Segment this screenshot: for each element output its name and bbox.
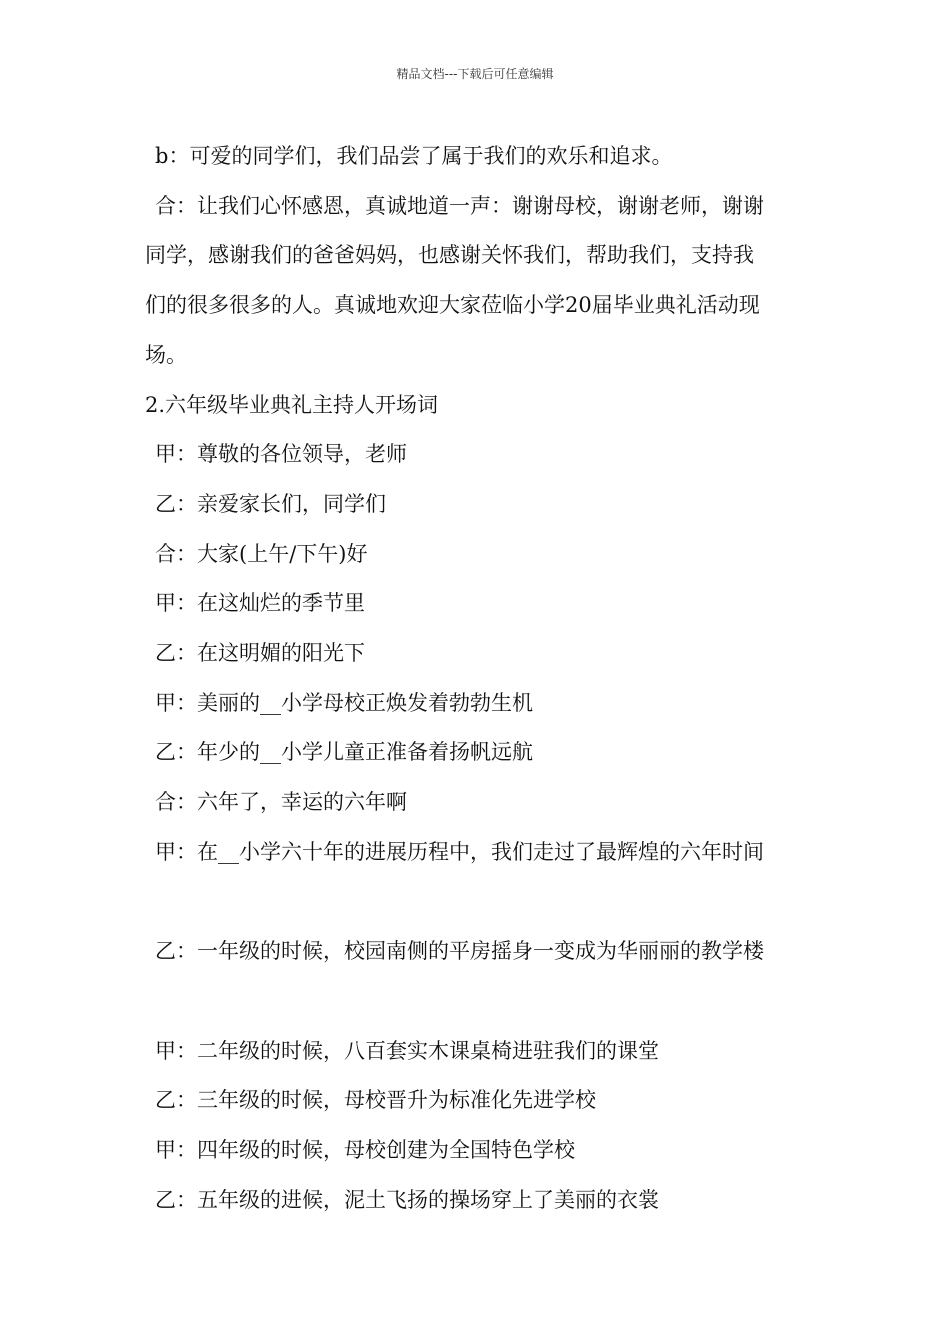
paragraph-line: 同学，感谢我们的爸爸妈妈，也感谢关怀我们，帮助我们，支持我 <box>145 243 754 268</box>
blank-line <box>145 977 810 1027</box>
dialogue-line: 合：六年了，幸运的六年啊 <box>155 790 407 815</box>
dialogue-line: 甲：尊敬的各位领导，老师 <box>155 442 407 467</box>
blank-line <box>145 878 810 928</box>
paragraph-line: 场。 <box>145 342 187 367</box>
paragraph-b: b：可爱的同学们，我们品尝了属于我们的欢乐和追求。 <box>155 144 673 168</box>
dialogue-line: 乙：亲爱家长们，同学们 <box>155 491 386 516</box>
dialogue-line: 合：大家(上午/下午)好 <box>155 541 368 566</box>
paragraph-together <box>145 182 810 381</box>
dialogue-line: 甲：美丽的__小学母校正焕发着勃勃生机 <box>155 690 533 715</box>
paragraph-line: 们的很多很多的人。真诚地欢迎大家莅临小学20届毕业典礼活动现 <box>145 293 760 318</box>
dialogue-line: 乙：三年级的时候，母校晋升为标准化先进学校 <box>155 1088 596 1113</box>
dialogue-line: 乙：在这明媚的阳光下 <box>155 641 365 666</box>
dialogue-line: 乙：一年级的时候，校园南侧的平房摇身一变成为华丽丽的教学楼 <box>155 939 764 964</box>
dialogue-line: 甲：二年级的时候，八百套实木课桌椅进驻我们的课堂 <box>155 1038 659 1063</box>
dialogue-line: 甲：四年级的时候，母校创建为全国特色学校 <box>155 1138 575 1163</box>
dialogue-line: 乙：年少的__小学儿童正准备着扬帆远航 <box>155 740 533 765</box>
page-header: 精品文档---下载后可任意编辑 <box>396 67 554 81</box>
paragraph-line: 合：让我们心怀感恩，真诚地道一声：谢谢母校，谢谢老师，谢谢 <box>155 193 764 218</box>
section-heading: 2.六年级毕业典礼主持人开场词 <box>145 392 439 417</box>
document-body <box>145 132 810 1225</box>
dialogue-line: 乙：五年级的进候，泥土飞扬的操场穿上了美丽的衣裳 <box>155 1187 659 1212</box>
dialogue-line: 甲：在__小学六十年的进展历程中，我们走过了最辉煌的六年时间 <box>155 839 764 864</box>
dialogue-line: 甲：在这灿烂的季节里 <box>155 591 365 616</box>
